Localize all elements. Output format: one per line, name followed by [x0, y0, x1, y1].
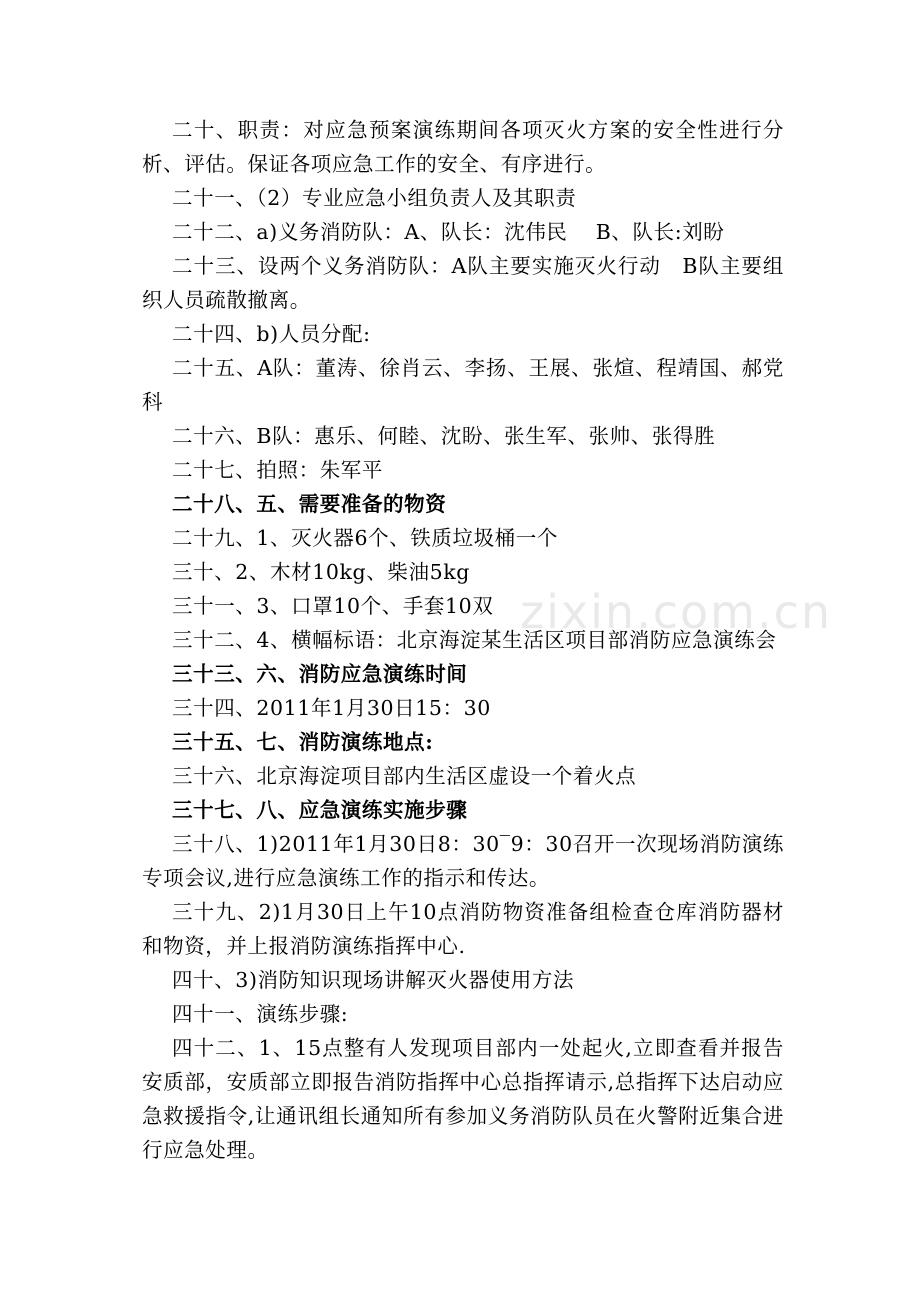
paragraph: 二十五、A队：董涛、徐肖云、李扬、王展、张煊、程靖国、郝党科: [142, 356, 784, 414]
paragraph: 三十二、4、横幅标语：北京海淀某生活区项目部消防应急演练会: [172, 628, 777, 652]
paragraph: 二十、职责：对应急预案演练期间各项灭火方案的安全性进行分析、评估。保证各项应急工作的安全、有序进行。: [142, 118, 784, 176]
paragraph: 三十九、2)1月30日上午10点消防物资准备组检查仓库消防器材和物资，并上报消防演练指挥中心.: [142, 900, 784, 958]
paragraph: 二十三、设两个义务消防队：A队主要实施灭火行动 B队主要组织人员疏散撤离。: [142, 254, 784, 312]
section-heading: 三十五、七、消防演练地点:: [172, 730, 434, 754]
paragraph: 三十六、北京海淀项目部内生活区虚设一个着火点: [172, 764, 637, 788]
paragraph: 二十二、a)义务消防队：A、队长：沈伟民 B、队长:刘盼: [172, 220, 725, 244]
paragraph: 二十一、（2）专业应急小组负责人及其职责: [172, 186, 577, 210]
paragraph: 三十一、3、口罩10个、手套10双: [172, 594, 494, 618]
paragraph: 二十九、1、灭火器6个、铁质垃圾桶一个: [172, 526, 558, 550]
paragraph: 三十八、1)2011年1月30日8：30‾9：30召开一次现场消防演练专项会议,进行应急演练工作的指示和传达。: [142, 832, 784, 890]
paragraph: 二十四、b)人员分配:: [172, 322, 371, 346]
paragraph: 四十、3)消防知识现场讲解灭火器使用方法: [172, 968, 575, 992]
section-heading: 三十七、八、应急演练实施步骤: [172, 798, 468, 822]
watermark-text: zixin.com.cn: [520, 585, 833, 639]
paragraph: 三十四、2011年1月30日15：30: [172, 696, 491, 720]
paragraph: 三十、2、木材10kg、柴油5kg: [172, 560, 470, 584]
section-heading: 二十八、五、需要准备的物资: [172, 492, 447, 516]
paragraph: 二十六、B队：惠乐、何睦、沈盼、张生军、张帅、张得胜: [172, 424, 716, 448]
paragraph: 四十二、1、15点整有人发现项目部内一处起火,立即查看并报告安质部，安质部立即报告消防指挥中心总指挥请示,总指挥下达启动应急救援指令,让通讯组长通知所有参加义务消防队员在火警附近集合进行应急处理。: [142, 1036, 784, 1162]
section-heading: 三十三、六、消防应急演练时间: [172, 662, 468, 686]
document-body: [142, 113, 784, 1167]
paragraph: 四十一、演练步骤:: [172, 1002, 349, 1026]
paragraph: 二十七、拍照：朱军平: [172, 458, 383, 482]
